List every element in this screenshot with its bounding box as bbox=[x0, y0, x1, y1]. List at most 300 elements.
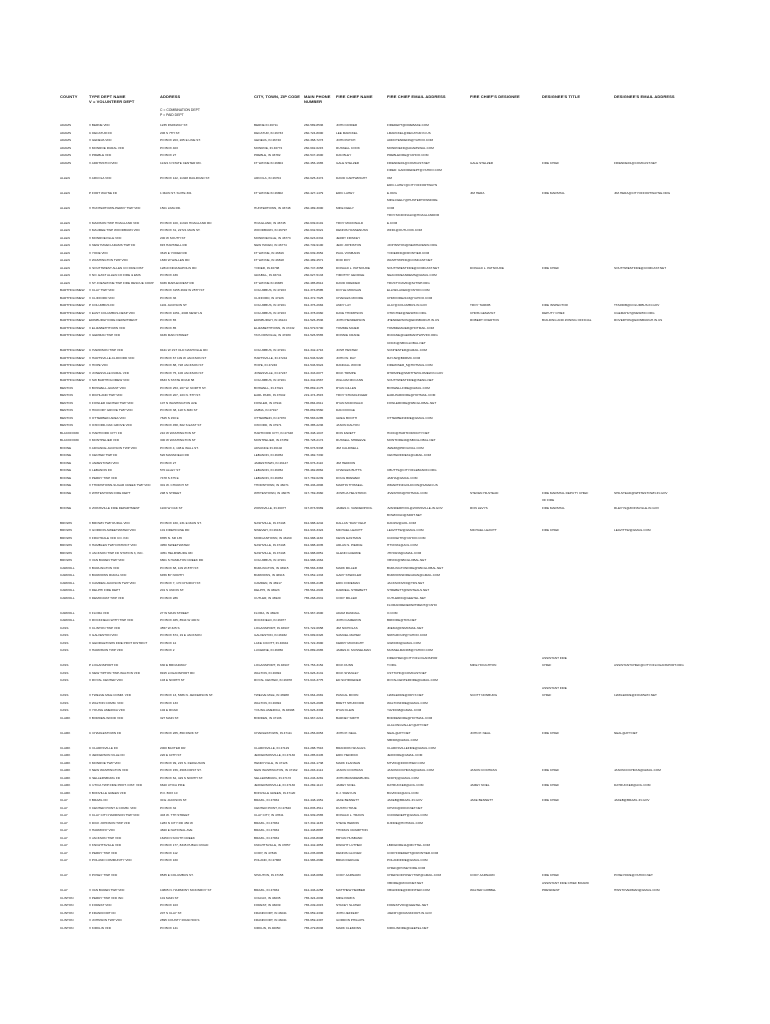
address-cell: 4051 HELMSBURG RD bbox=[160, 550, 193, 555]
table-row bbox=[0, 791, 770, 799]
phone-cell: 317-769-3960 bbox=[304, 490, 324, 495]
chief-name-cell: STACEY SLATER bbox=[336, 903, 361, 907]
phone-cell: 765-728-2174 bbox=[304, 438, 324, 442]
county-cell: ADAMS bbox=[60, 153, 72, 157]
table-row bbox=[0, 821, 770, 829]
department-name-cell: V JONESVILLE RURAL VFD bbox=[89, 370, 129, 375]
city-zip-cell: CAMDEN, IN 46917 bbox=[254, 580, 282, 585]
address-cell: 8915 LOGANSPORT RD bbox=[160, 670, 195, 675]
table-row bbox=[0, 836, 770, 844]
address-cell: 403 W. 7TH STREET bbox=[160, 813, 190, 817]
city-zip-cell: FOREST, IN 46039 bbox=[254, 903, 281, 907]
county-cell: CLARK bbox=[60, 768, 71, 772]
designee-email-cell: LEAVITT92@GMAIL.COM bbox=[614, 528, 651, 532]
chief-email-cell: SOUTHWESTFIRE@ISENG.NET bbox=[387, 378, 434, 382]
chief-email-cell: FORESTVFD@GEETEL.NET bbox=[387, 903, 429, 907]
department-name-cell: P LOGANSPORT FD bbox=[89, 663, 119, 667]
city-zip-cell: FT WAYNE, IN 46818 bbox=[254, 258, 284, 262]
chief-name-cell: GARY STEFFLER bbox=[336, 573, 362, 577]
county-cell: BROWN bbox=[60, 528, 72, 532]
city-zip-cell: HARTFORD CITY, IN 47348 bbox=[254, 430, 293, 435]
phone-cell: 574-664-2681 bbox=[304, 693, 324, 697]
city-zip-cell: KIRKLIN, IN 46050 bbox=[254, 925, 281, 930]
address-cell: PO BOX 160 bbox=[160, 858, 178, 862]
address-cell: 220 E 10TH ST bbox=[160, 753, 182, 757]
chief-name-cell: CHARLES MOORE bbox=[336, 295, 364, 300]
department-name-cell: C NEW TIPTON TWP-WALTON VFD bbox=[89, 670, 140, 675]
department-name-cell: V BURROWS RURAL VFD bbox=[89, 573, 127, 577]
phone-cell: 260-639-3652 bbox=[304, 250, 324, 255]
city-zip-cell: HUNTERTOWN, IN 46748 bbox=[254, 205, 291, 210]
table-row bbox=[0, 828, 770, 836]
table-row bbox=[0, 281, 770, 289]
city-zip-cell: BURROWS, IN 46916 bbox=[254, 573, 285, 577]
address-cell: PO BOX 36 bbox=[160, 295, 177, 300]
chief-email-cell: JJOHNSTON@NEWHAVENIN.ORG bbox=[387, 243, 438, 247]
phone-cell: 765-268-2931 bbox=[304, 595, 324, 600]
header-designee: FIRE CHIEF'S DESIGNEE bbox=[470, 94, 520, 99]
address-cell: PO BOX 112 bbox=[160, 850, 178, 855]
county-cell: CASS bbox=[60, 678, 69, 682]
address-cell: 2895 COUNTY ROAD 500 S bbox=[160, 918, 200, 922]
chief-email-cell: CSTTCHF@COMCAST.NET bbox=[387, 670, 427, 675]
chief-name-cell: ED SCHROEDER bbox=[336, 678, 361, 682]
phone-cell: 260-632-5021 bbox=[304, 228, 324, 232]
address-cell: 8355 N. SR 135 bbox=[160, 535, 183, 540]
address-cell: 210 W WASHINGTON ST bbox=[160, 430, 196, 435]
phone-cell: 812-448-8887 bbox=[304, 828, 324, 832]
table-row bbox=[0, 686, 770, 694]
chief-email-cell: VBGRFIRE@FRONTIER.COM bbox=[387, 888, 430, 892]
department-name-cell: V FOWLER CENTER TWP VFD bbox=[89, 400, 134, 405]
phone-cell: 812-376-2684 bbox=[304, 303, 324, 307]
address-cell: 6620 UTICA PIKE bbox=[160, 783, 185, 787]
table-row bbox=[0, 813, 770, 821]
phone-cell: 219-474-3515 bbox=[304, 393, 324, 397]
table-row bbox=[0, 273, 770, 281]
designee-title-cell: DEPUTY CHIEF bbox=[542, 310, 565, 315]
chief-name-cell: TOMMIE MAIER bbox=[336, 325, 359, 330]
phone-cell: 812-988-1166 bbox=[304, 535, 324, 540]
table-row bbox=[0, 731, 770, 739]
chief-email-cell: RAYJW@BDRMC.COM bbox=[387, 355, 421, 360]
phone-cell: 812-343-0077 bbox=[304, 370, 324, 375]
chief-name-cell: JERRY FRISKEY bbox=[336, 235, 361, 240]
city-zip-cell: CLARKSVILLE, IN 47129 bbox=[254, 745, 290, 750]
table-row bbox=[0, 438, 770, 446]
table-row bbox=[0, 506, 770, 514]
phone-cell: 765-869-4175 bbox=[304, 385, 324, 390]
header-title: DESIGNEE'S TITLE bbox=[542, 94, 581, 99]
address-cell: 103 E NORTH ST bbox=[160, 678, 185, 682]
city-zip-cell: BRAZIL, IN 47834 bbox=[254, 828, 280, 832]
phone-cell: 260-639-6101 bbox=[304, 220, 324, 225]
chief-name-cell: DOYLE MORGAN bbox=[336, 288, 362, 292]
chief-email-cell: JAKEB@BRAZIL.IN.GOV bbox=[387, 798, 423, 802]
department-name-cell: V ELIZABETHTOWN VFD bbox=[89, 325, 126, 330]
phone-cell: 260-427-1479 bbox=[304, 190, 324, 195]
table-row bbox=[0, 258, 770, 266]
address-cell: 102 E ROAD bbox=[160, 708, 178, 712]
county-cell: BOONE bbox=[60, 468, 72, 472]
address-cell: 1501 LIMA RD. bbox=[160, 205, 181, 210]
county-cell: BLACKFORD bbox=[60, 430, 79, 435]
phone-cell: 765-566-3383 bbox=[304, 565, 324, 570]
chief-name-cell: JOHN CAMERON bbox=[336, 618, 362, 622]
chief-email-cell: OTRCHIEF@NESPFD.ORG bbox=[387, 310, 427, 315]
county-cell: CASS bbox=[60, 640, 69, 645]
table-row bbox=[0, 611, 770, 619]
phone-cell: 812-579-5700 bbox=[304, 325, 324, 330]
county-cell: CLAY bbox=[60, 798, 68, 802]
phone-cell: 812-448-1951 bbox=[304, 798, 324, 802]
chief-email-cell: NEACFIREANDEMS@GMAIL.COM bbox=[387, 273, 437, 277]
address-cell: PO BOX 465, 8544 W 400 N bbox=[160, 618, 200, 622]
address-cell: PO BOX 27 bbox=[160, 460, 177, 465]
address-cell: PO BOX 265, 850 PARK ST bbox=[160, 730, 199, 735]
table-row bbox=[0, 671, 770, 679]
department-name-cell: V ADDTNSTN FVFD bbox=[89, 160, 118, 165]
chief-name-cell: MARK CLEMONS bbox=[336, 925, 362, 930]
phone-cell: 765-659-4397 bbox=[304, 918, 324, 922]
phone-cell: 765-659-4330 bbox=[304, 910, 324, 915]
county-cell: BARTHOLOMEW bbox=[60, 370, 85, 375]
chief-name-cell: PAUL VONBANN bbox=[336, 250, 360, 255]
table-row bbox=[0, 386, 770, 394]
department-name-cell: V GENEVA VFD bbox=[89, 138, 112, 142]
chief-name-cell: KEVIN EASTMAN bbox=[336, 535, 362, 540]
phone-cell: 574-626-2995 bbox=[304, 700, 324, 705]
county-cell: CASS bbox=[60, 700, 69, 705]
address-cell: PO BOX 403 bbox=[160, 145, 178, 150]
table-row bbox=[0, 453, 770, 461]
phone-cell: 765-884-0611 bbox=[304, 400, 324, 405]
city-zip-cell: CLIFFORD, IN 47226 bbox=[254, 295, 284, 300]
county-cell: CLARK bbox=[60, 783, 71, 787]
designee-title-cell: FIRE CHIEF bbox=[542, 160, 560, 165]
county-cell: CLAY bbox=[60, 835, 68, 840]
address-cell: PO BOX 3155 4602 W 25TH ST bbox=[160, 288, 205, 292]
chief-name-cell: THOMAS CRAMPTON bbox=[336, 828, 368, 832]
chief-email-cell: JACKSONVFD@TDS.NET bbox=[387, 580, 425, 585]
table-row bbox=[0, 783, 770, 791]
department-name-cell: V PERRY TWP VFD bbox=[89, 850, 118, 855]
chief-email-cell: BOWDOGN@SDRT.NET bbox=[387, 513, 422, 517]
city-zip-cell: PREBLE, IN 46782 bbox=[254, 153, 281, 157]
county-cell: CLAY bbox=[60, 805, 68, 810]
county-cell: BARTHOLOMEW bbox=[60, 355, 85, 360]
phone-cell: 812-285-6445 bbox=[304, 753, 324, 757]
chief-name-cell: DAN BLEY bbox=[336, 153, 352, 157]
address-cell: 4820 E NATIONAL AVE bbox=[160, 828, 193, 832]
city-zip-cell: NEW WASHINGTON, IN 47162 bbox=[254, 768, 298, 772]
chief-email-cell: JIVESHON@HOTMAIL.COM bbox=[387, 490, 428, 495]
department-name-cell: V GALVESTON VFD bbox=[89, 633, 118, 637]
table-row bbox=[0, 918, 770, 926]
table-row bbox=[0, 656, 770, 664]
county-cell: CASS bbox=[60, 670, 69, 675]
city-zip-cell: CORY, IN 47846 bbox=[254, 850, 277, 855]
city-zip-cell: LEBANON, IN 46052 bbox=[254, 468, 284, 472]
chief-email-cell: FIREWISER_5@HOTMAIL.COM bbox=[387, 363, 433, 367]
phone-cell: 317-769-6239 bbox=[304, 475, 324, 480]
table-row bbox=[0, 746, 770, 754]
header-dept-title: TYPE DEPT NAME bbox=[89, 94, 126, 99]
chief-name-cell: JOHN CRIDER bbox=[336, 123, 358, 127]
county-cell: CLAY bbox=[60, 873, 68, 877]
chief-email-cell: O.COM bbox=[387, 610, 398, 615]
department-name-cell: V GEORGETOWN FIRE PROT DISTRICT bbox=[89, 640, 148, 645]
city-zip-cell: BRAZIL, IN 47834 bbox=[254, 888, 280, 892]
phone-cell: 574-889-2665 bbox=[304, 648, 324, 652]
department-name-cell: V GORDON-SWEETWATER VFD bbox=[89, 528, 136, 532]
department-name-cell: V MONROEVILLE VFD bbox=[89, 235, 122, 240]
department-name-cell: C UTICA TWP FIRE PROT. DIST. VFD bbox=[89, 783, 143, 787]
table-row bbox=[0, 153, 770, 161]
address-cell: 200 W SOUTH ST bbox=[160, 235, 186, 240]
table-row bbox=[0, 551, 770, 559]
chief-email-cell: CHMOORE2103@YAHOO.COM bbox=[387, 295, 433, 300]
designee-cell: DONALD L. PATNOUDE bbox=[470, 265, 504, 270]
department-name-cell: V OXFORD-OAK GROVE VFD bbox=[89, 423, 132, 427]
phone-cell: 574-722-6658 bbox=[304, 625, 324, 630]
chief-name-cell: BARNEY SMITH bbox=[336, 715, 360, 720]
address-cell: 7625 S 150 E bbox=[160, 415, 179, 420]
phone-cell: 574-686-2185 bbox=[304, 580, 324, 585]
phone-cell: 812-256-6053 bbox=[304, 730, 324, 735]
chief-email-cell: JEFFFIRE@GMAIL.COM bbox=[387, 753, 423, 757]
city-zip-cell: NASHVILLE, IN 47448 bbox=[254, 543, 286, 547]
county-cell: CARROLL bbox=[60, 618, 75, 622]
chief-email-cell: SBFD8@GMAIL.COM bbox=[387, 738, 418, 742]
table-row bbox=[0, 311, 770, 319]
chief-name-cell: ROD ROY bbox=[336, 258, 351, 262]
address-cell: 630 E BROADWAY bbox=[160, 663, 187, 667]
chief-email-cell: ROYALCENTERFIRE@GMAIL.COM bbox=[387, 678, 438, 682]
table-row bbox=[0, 468, 770, 476]
chief-name-cell: JOHN P. NEAL bbox=[336, 730, 357, 735]
county-cell: BLACKFORD bbox=[60, 438, 79, 442]
chief-name-cell: TROY MCDONALD bbox=[336, 220, 364, 225]
chief-email-cell: E.ORG bbox=[387, 190, 397, 195]
city-zip-cell: EDINBURGH, IN 46124 bbox=[254, 318, 287, 322]
table-row bbox=[0, 603, 770, 611]
phone-cell: 812-293-4114 bbox=[304, 768, 324, 772]
phone-cell: 812-378-0960 bbox=[304, 310, 324, 315]
designee-email-cell: JAKEB@BRAZIL.IN.GOV bbox=[614, 798, 650, 802]
table-row bbox=[0, 738, 770, 746]
phone-cell: 260-627-5133 bbox=[304, 273, 324, 277]
designee-email-cell: FRIENDED1@COMCAST.NET bbox=[614, 160, 657, 165]
city-zip-cell: BORDEN, IN 47106 bbox=[254, 715, 282, 720]
chief-email-cell: PREBLEFIRE@YAHOO.COM bbox=[387, 153, 429, 157]
county-cell: BENTON bbox=[60, 415, 73, 420]
chief-email-cell: JA6HA@GMAIL.COM bbox=[387, 475, 418, 480]
address-cell: 101 MAIN ST bbox=[160, 895, 179, 900]
chief-email-cell: MONTFIRE49@SBCGLOBAL.NET bbox=[387, 438, 436, 442]
city-zip-cell: BRAZIL, IN 47834 bbox=[254, 835, 280, 840]
phone-cell: 812-235-0805 bbox=[304, 850, 324, 855]
designee-email-cell: ROVERTON@EDINBURGH.IN.US bbox=[614, 318, 663, 322]
department-name-cell: V ST JOE/WAYNE TWP FIRE RESCUE CORP bbox=[89, 280, 154, 285]
table-row bbox=[0, 753, 770, 761]
address-cell: PO BOX 62, 429 S NORTH ST. bbox=[160, 775, 204, 780]
address-cell: PO BOX 85 bbox=[160, 325, 177, 330]
address-cell: 520 MANSFIELD RD bbox=[160, 453, 190, 457]
phone-cell: 317-332-1165 bbox=[304, 820, 324, 825]
chief-name-cell: JOHN BRANDENBURG bbox=[336, 775, 370, 780]
chief-name-cell: GALE STELZER bbox=[336, 160, 360, 165]
city-zip-cell: WHITESTOWN, IN 46075 bbox=[254, 490, 290, 495]
phone-cell: 812-342-0567 bbox=[304, 378, 324, 382]
table-row bbox=[0, 521, 770, 529]
department-name-cell: V HAMBLEN TWP DISTRICT VFD bbox=[89, 543, 137, 547]
chief-email-cell: LEAVITT92@GMAIL.COM bbox=[387, 528, 424, 532]
designee-title-cell: OF FIRE bbox=[542, 498, 555, 502]
department-name-cell: V PERRY TWP VFD INC bbox=[89, 895, 124, 900]
table-row bbox=[0, 198, 770, 206]
table-row bbox=[0, 123, 770, 131]
header-phone bbox=[304, 94, 331, 104]
phone-cell: 812-442-4853 bbox=[304, 843, 324, 847]
county-cell: CLAY bbox=[60, 850, 68, 855]
phone-cell: 260-456-1665 bbox=[304, 160, 324, 165]
table-row bbox=[0, 378, 770, 386]
designee-email-cell: HWSTOVERMAN@GMAIL.COM bbox=[614, 888, 660, 892]
department-name-cell: V MONTPELIER VFD bbox=[89, 438, 120, 442]
address-cell: PO BOX 68, 109 W 8TH ST. bbox=[160, 565, 199, 570]
designee-email-cell: SHILSTEAD@WHITESTOWN.IN.GOV bbox=[614, 490, 668, 495]
city-zip-cell: MORGANTOWN, IN 46160 bbox=[254, 535, 292, 540]
county-cell: CASS bbox=[60, 633, 69, 637]
phone-cell: 812-546-5220 bbox=[304, 355, 324, 360]
phone-cell: 260-623-6334 bbox=[304, 235, 324, 240]
department-name-cell: V SW BARTHOLOMEW VFD bbox=[89, 378, 130, 382]
chief-name-cell: RYAN MCDONALD bbox=[336, 400, 363, 405]
chief-name-cell: CHARLES BUTTS bbox=[336, 468, 362, 472]
department-name-cell: V BONVILLE GREEN VFD bbox=[89, 790, 126, 795]
chief-name-cell: JIM CALDWELL bbox=[336, 445, 359, 450]
chief-email-cell: HTVF931@AOL.COM bbox=[387, 543, 418, 547]
city-zip-cell: DELPHI, IN 46923 bbox=[254, 588, 280, 592]
city-zip-cell: JAMESTOWN, IN 46147 bbox=[254, 460, 288, 465]
phone-cell: 765-324-2036 bbox=[304, 895, 324, 900]
department-name-cell: V BRAZIL FD bbox=[89, 798, 108, 802]
city-zip-cell: HENRYVILLE, IN 47126 bbox=[254, 760, 288, 765]
county-cell: CASS bbox=[60, 708, 69, 712]
department-name-cell: C HARRISON TWP VFD bbox=[89, 348, 124, 352]
phone-cell: 574-722-3990 bbox=[304, 640, 324, 645]
designee-title-cell: FIRE MARSHAL DEPUTY CHIEF bbox=[542, 490, 589, 495]
department-name-cell: V CLAY CITY-HARRISON TWP VFD bbox=[89, 813, 140, 817]
table-row bbox=[0, 363, 770, 371]
county-cell: CLARK bbox=[60, 775, 71, 780]
department-name-cell: C DECATUR FD bbox=[89, 130, 112, 135]
designee-email-cell: ASSISTANTCHIEF@CITYOFLOGANSPORT.ORG bbox=[614, 663, 684, 667]
county-cell: BARTHOLOMEW bbox=[60, 318, 85, 322]
designee-cell: JAKE BENNETT bbox=[470, 798, 494, 802]
table-row bbox=[0, 183, 770, 191]
address-cell: 2000 BAXTER DR bbox=[160, 745, 186, 750]
chief-name-cell: RICK DUNN bbox=[336, 663, 354, 667]
address-cell: PO BOX 99, 215 S. FERGUSON bbox=[160, 760, 206, 765]
chief-email-cell: VBVFD@SBCGLOBAL.NET bbox=[387, 558, 427, 562]
chief-email-cell: RTRIMPE@SMFTHWOLOMEW.IN.GOV bbox=[387, 370, 444, 375]
table-row bbox=[0, 138, 770, 146]
designee-email-cell: DATRUCKER@AOL.COM bbox=[614, 783, 651, 787]
designee-cell: GALE STELZER bbox=[470, 160, 494, 165]
city-zip-cell: KNIGHTSVILLE, IN 47857 bbox=[254, 843, 291, 847]
address-cell: PO BOX 7, 170 CHURCH ST. bbox=[160, 580, 201, 585]
county-cell: ALLEN bbox=[60, 175, 70, 180]
address-cell: 207 S CLAY ST. bbox=[160, 910, 183, 915]
county-cell: CLAY bbox=[60, 828, 68, 832]
chief-email-cell: BORDENFIRE@HOTMAIL.COM bbox=[387, 715, 433, 720]
chief-email-cell: WFD1@OUTLOOK.COM bbox=[387, 228, 423, 232]
city-zip-cell: CLAY CITY, IN 47841 bbox=[254, 813, 284, 817]
phone-cell: 765-869-5560 bbox=[304, 408, 324, 412]
phone-cell: 812-988-0851 bbox=[304, 550, 324, 555]
designee-title-cell: FIRE INSPECTOR bbox=[542, 303, 568, 307]
chief-email-cell: JTFSSN3@GMAIL.COM bbox=[387, 550, 422, 555]
chief-email-cell: TROY.MCDONALD@HOAGLANDFIR bbox=[387, 213, 440, 217]
department-name-cell: V BOSWELL-GRANT VFD bbox=[89, 385, 126, 390]
designee-email-cell: NEAL@ATT.NET bbox=[614, 730, 638, 735]
chief-name-cell: JAMES C. VANDERPOOL bbox=[336, 505, 373, 510]
county-cell: CARROLL bbox=[60, 588, 75, 592]
county-cell: CLINTON bbox=[60, 895, 74, 900]
table-row bbox=[0, 723, 770, 731]
chief-name-cell: JOHN HENDERSON bbox=[336, 318, 366, 322]
chief-email-cell: FIRECHIEF@CITYOFLOGANSPOR bbox=[387, 655, 438, 660]
county-cell: ALLEN bbox=[60, 273, 70, 277]
city-zip-cell: WOODBURN, IN 46797 bbox=[254, 228, 288, 232]
chief-email-cell: EARLPARKFIRE@HOTMAIL.COM bbox=[387, 393, 436, 397]
department-name-cell: V FRUITDALE VFD CO. INC bbox=[89, 535, 129, 540]
header-phone-sub: NUMBER bbox=[304, 99, 323, 104]
chief-name-cell: JOSHUA HELSTRICK bbox=[336, 490, 367, 495]
chief-email-cell: DJFIRE@HOTMAIL.COM bbox=[387, 820, 423, 825]
city-zip-cell: AMBIA, IN 47917 bbox=[254, 408, 278, 412]
designee-cell: SCOTT NONBURG bbox=[470, 693, 498, 697]
designee-title-cell: FIRE CHIEF bbox=[542, 783, 560, 787]
chief-name-cell: DONALD L. PATNOUDE bbox=[336, 265, 370, 270]
table-row bbox=[0, 911, 770, 919]
address-cell: PO BOX 27 bbox=[160, 153, 177, 157]
chief-name-cell: ERIC LAHEY bbox=[336, 190, 355, 195]
department-name-cell: C LEBANON FD bbox=[89, 468, 112, 472]
department-name-cell: V BURLINGTON VFD bbox=[89, 565, 120, 570]
chief-email-cell: MIKE.FEELY@HUNTERTOWNFIRE. bbox=[387, 198, 439, 202]
county-cell: ADAMS bbox=[60, 130, 72, 135]
table-row bbox=[0, 536, 770, 544]
department-name-cell: V ADVANCE-JACKSON TWP VFD bbox=[89, 445, 137, 450]
county-cell: BROWN bbox=[60, 543, 72, 547]
county-cell: CLAY bbox=[60, 858, 68, 862]
county-cell: ALLEN bbox=[60, 205, 70, 210]
city-zip-cell: LEBANON, IN 46052 bbox=[254, 475, 284, 480]
address-cell: PO BOX 203, 205 E LINE ST. bbox=[160, 138, 201, 142]
designee-title-cell: FIRE CHIEF bbox=[542, 768, 560, 772]
address-cell: 1 MAIN ST. SUITE 301 bbox=[160, 190, 192, 195]
chief-email-cell: OM bbox=[387, 175, 392, 180]
city-zip-cell: ARCOLA, IN 46704 bbox=[254, 175, 281, 180]
designee-cell: ROBERT OVERTON bbox=[470, 318, 499, 322]
phone-cell: 765-348-1047 bbox=[304, 430, 324, 435]
phone-cell: 574-699-6326 bbox=[304, 633, 324, 637]
address-cell: PO BOX 38, 118 S 3RD ST bbox=[160, 408, 198, 412]
city-zip-cell: WALTON, IN 46994 bbox=[254, 670, 282, 675]
